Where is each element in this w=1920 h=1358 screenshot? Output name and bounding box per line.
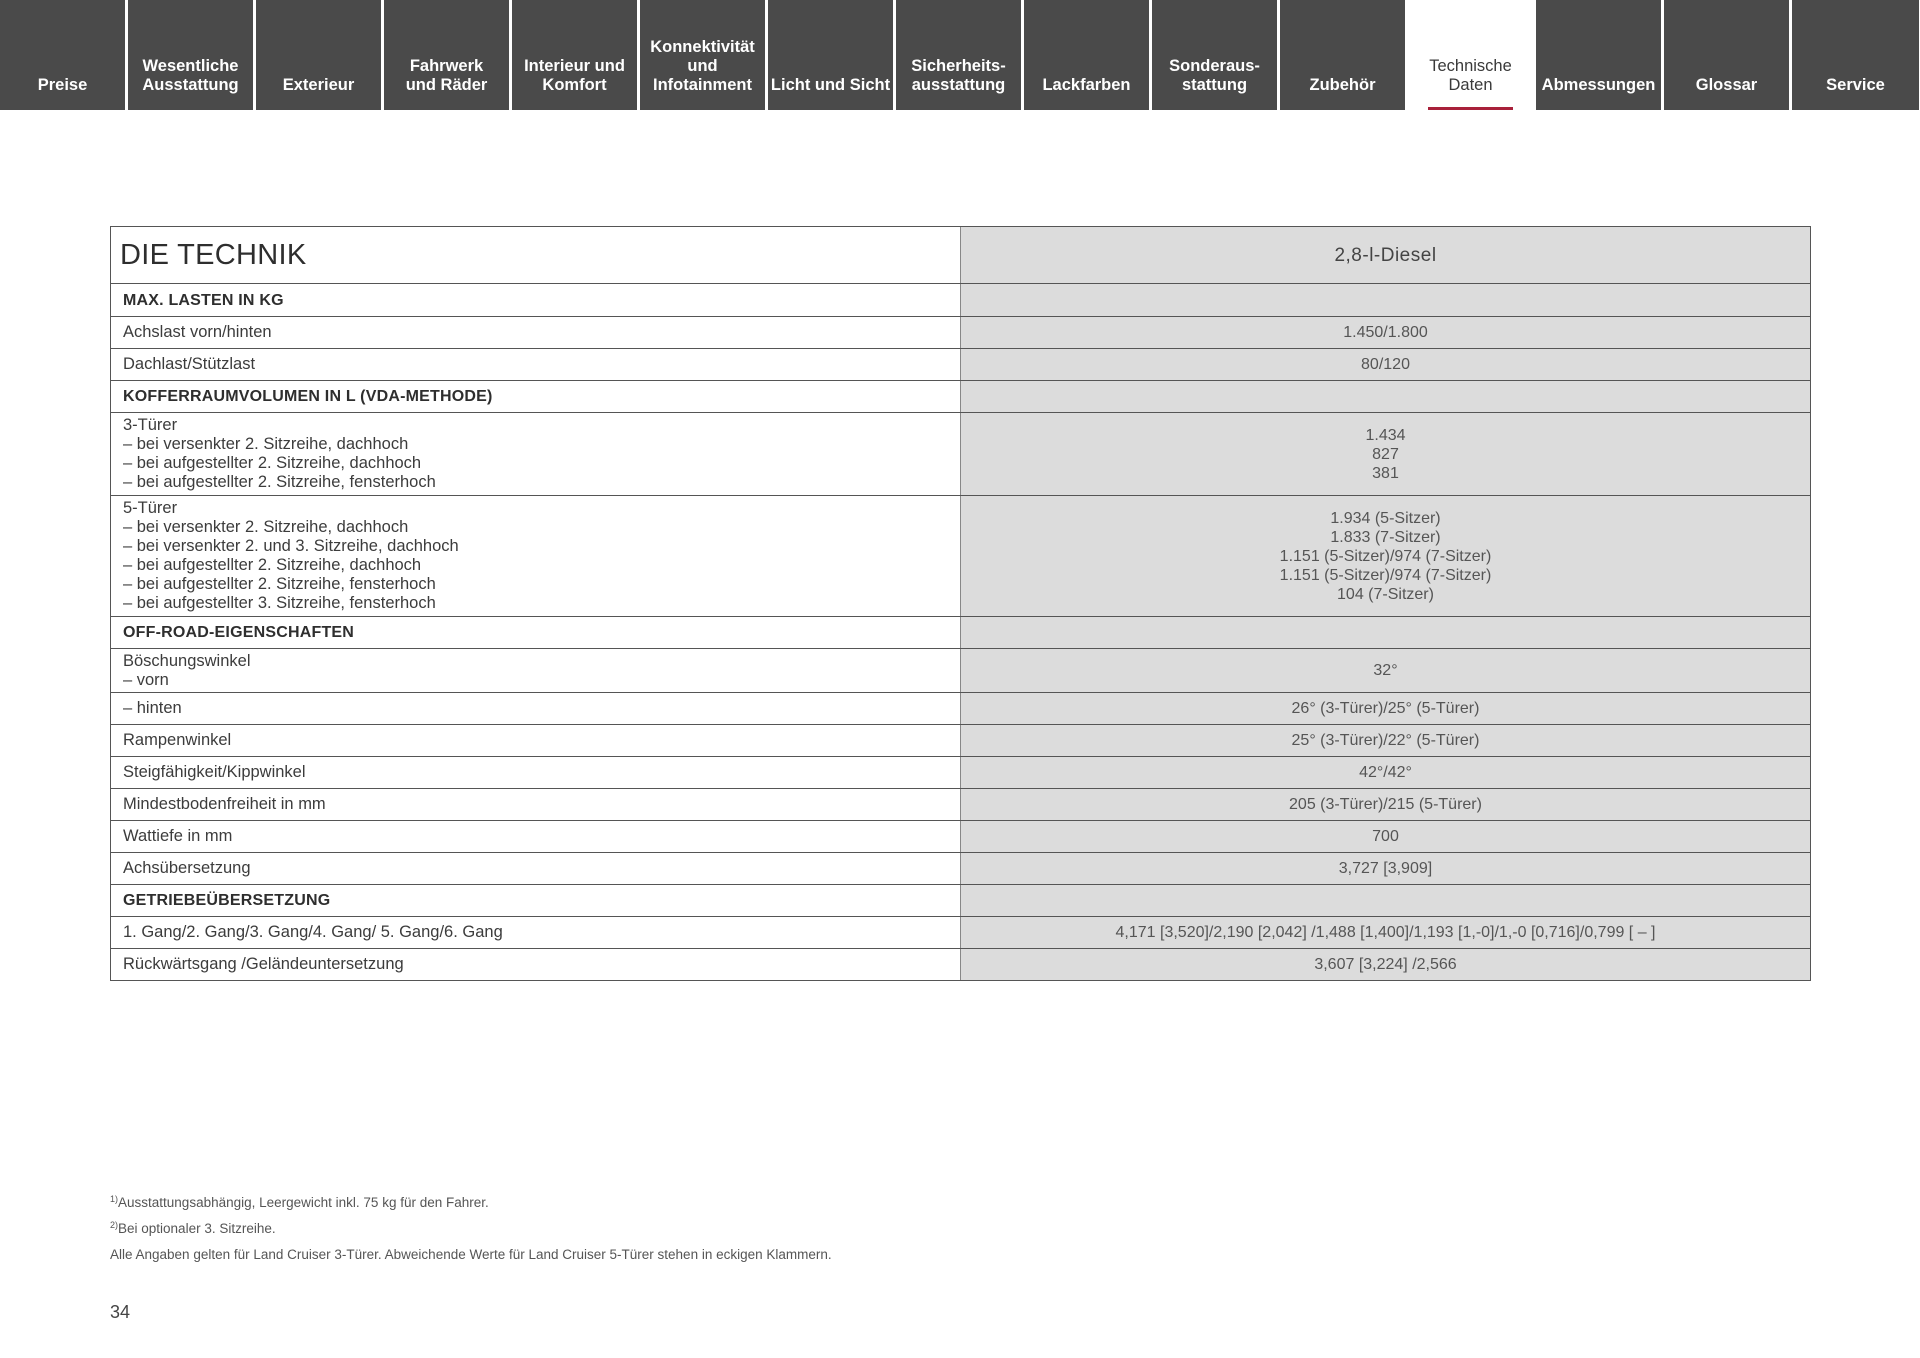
table-row (111, 316, 1810, 348)
footnote-text: Bei optionaler 3. Sitzreihe. (118, 1221, 276, 1236)
value-line: 80/120 (1361, 356, 1410, 373)
value-line: 381 (1372, 464, 1399, 482)
table-row (111, 820, 1810, 852)
value-line: 3,727 [3,909] (1338, 860, 1433, 877)
value-line: 827 (1372, 445, 1399, 463)
table-row (111, 916, 1810, 948)
label-line: Steigfähigkeit/Kippwinkel (123, 763, 306, 781)
nav-tab-14[interactable] (1792, 0, 1919, 110)
nav-tab-label: Glossar (1695, 76, 1758, 94)
table-row (111, 348, 1810, 380)
footnote-mark: 2) (110, 1220, 119, 1230)
section-heading (111, 284, 960, 316)
technical-data-table (110, 226, 1811, 981)
row-label (111, 789, 960, 820)
row-label (111, 317, 960, 348)
nav-tab-label: Service (1826, 76, 1885, 94)
footnote-mark: 1) (110, 1194, 119, 1204)
label-line: Achslast vorn/hinten (123, 323, 272, 341)
page-number: 34 (110, 1302, 131, 1322)
table-body (111, 284, 1810, 980)
value-line: 700 (1372, 828, 1399, 845)
label-line: MAX. LASTEN IN KG (123, 291, 284, 309)
table-row (111, 724, 1810, 756)
row-label (111, 757, 960, 788)
nav-tab-label: Sonderaus- stattung (1169, 57, 1260, 94)
label-line: – hinten (123, 699, 182, 717)
nav-tab-13[interactable] (1664, 0, 1789, 110)
value-line: 1.833 (7-Sitzer) (1330, 528, 1441, 546)
label-line: Dachlast/Stützlast (123, 355, 256, 373)
row-label (111, 693, 960, 724)
row-value (960, 284, 1810, 316)
label-line: Rückwärtsgang /Geländeuntersetzung (123, 955, 404, 973)
label-line: – bei aufgestellter 3. Sitzreihe, fensterhoch (123, 594, 436, 612)
engine-column-header: 2,8-l-Diesel (960, 227, 1810, 283)
row-label (111, 917, 960, 948)
label-line: – vorn (123, 670, 169, 689)
row-value (960, 821, 1810, 852)
table-row (111, 852, 1810, 884)
table-header-row (111, 227, 1810, 284)
table-row (111, 412, 1810, 495)
table-section-row (111, 380, 1810, 412)
row-value (960, 649, 1810, 692)
label-line: KOFFERRAUMVOLUMEN IN L (VDA-METHODE) (123, 388, 493, 405)
row-value (960, 757, 1810, 788)
label-line: – bei aufgestellter 2. Sitzreihe, dachhoch (123, 454, 422, 472)
nav-tab-5[interactable] (640, 0, 765, 110)
row-value (960, 413, 1810, 495)
nav-tab-10[interactable] (1280, 0, 1405, 110)
row-value (960, 317, 1810, 348)
label-line: Böschungswinkel (123, 651, 251, 670)
row-value (960, 496, 1810, 616)
nav-tab-2[interactable] (256, 0, 381, 110)
row-value (960, 853, 1810, 884)
nav-tab-label: Fahrwerk und Räder (405, 57, 488, 94)
label-line: – bei versenkter 2. Sitzreihe, dachhoch (123, 518, 409, 536)
footnote-text: Ausstattungsabhängig, Leergewicht inkl. 75 kg für den Fahrer. (118, 1195, 489, 1210)
row-label (111, 821, 960, 852)
nav-tab-8[interactable] (1024, 0, 1149, 110)
row-label (111, 349, 960, 380)
label-line: Rampenwinkel (123, 731, 232, 749)
footnote-text: Alle Angaben gelten für Land Cruiser 3-Türer. Abweichende Werte für Land Cruiser 5-Türer stehen in eckigen Klammern. (110, 1247, 832, 1262)
nav-tab-label: Konnektivität und Infotainment (650, 38, 755, 94)
section-navigation (0, 0, 1920, 110)
footnote (110, 1188, 832, 1214)
nav-tab-4[interactable] (512, 0, 637, 110)
nav-tab-12[interactable] (1536, 0, 1661, 110)
row-value (960, 949, 1810, 980)
row-label (111, 853, 960, 884)
value-line: 32° (1373, 662, 1398, 679)
value-line: 1.151 (5-Sitzer)/974 (7-Sitzer) (1279, 547, 1492, 565)
nav-tab-11[interactable] (1408, 0, 1533, 110)
nav-tab-label: Zubehör (1309, 76, 1376, 94)
label-line: – bei aufgestellter 2. Sitzreihe, fensterhoch (123, 575, 436, 593)
row-label (111, 496, 960, 616)
value-line: 1.151 (5-Sitzer)/974 (7-Sitzer) (1279, 566, 1492, 584)
table-row (111, 495, 1810, 616)
value-line: 205 (3-Türer)/215 (5-Türer) (1289, 796, 1482, 813)
nav-tab-label: Licht und Sicht (770, 76, 891, 94)
nav-tab-7[interactable] (896, 0, 1021, 110)
row-label (111, 413, 960, 495)
label-line: 3-Türer (123, 416, 178, 434)
nav-tab-3[interactable] (384, 0, 509, 110)
label-line: Achsübersetzung (123, 859, 251, 877)
row-value (960, 349, 1810, 380)
row-value (960, 693, 1810, 724)
table-section-row (111, 616, 1810, 648)
nav-tab-label: Wesentliche Ausstattung (142, 57, 239, 94)
value-line: 4,171 [3,520]/2,190 [2,042] /1,488 [1,400]/1,193 [1,-0]/1,-0 [0,716]/0,799 [ – ] (1115, 924, 1656, 941)
label-line: 1. Gang/2. Gang/3. Gang/4. Gang/ 5. Gang/6. Gang (123, 923, 503, 941)
nav-tab-label: Abmessungen (1541, 76, 1656, 94)
table-row (111, 788, 1810, 820)
row-label (111, 949, 960, 980)
row-value (960, 885, 1810, 916)
row-value (960, 617, 1810, 648)
nav-tab-1[interactable] (128, 0, 253, 110)
nav-tab-label: Interieur und Komfort (524, 57, 625, 94)
value-line: 1.934 (5-Sitzer) (1330, 509, 1441, 527)
table-section-row (111, 884, 1810, 916)
row-value (960, 789, 1810, 820)
label-line: Mindestbodenfreiheit in mm (123, 795, 326, 813)
row-value (960, 381, 1810, 412)
label-line: GETRIEBEÜBERSETZUNG (123, 892, 331, 909)
value-line: 25° (3-Türer)/22° (5-Türer) (1291, 732, 1480, 749)
table-row (111, 648, 1810, 692)
table-section-row (111, 284, 1810, 316)
row-value (960, 917, 1810, 948)
footnote (110, 1214, 832, 1240)
label-line: – bei aufgestellter 2. Sitzreihe, dachhoch (123, 556, 422, 574)
value-line: 1.450/1.800 (1343, 324, 1428, 341)
nav-tab-9[interactable] (1152, 0, 1277, 110)
row-label (111, 649, 960, 692)
nav-tab-label: Sicherheits- ausstattung (911, 57, 1006, 94)
footnotes (110, 1188, 832, 1266)
nav-tab-6[interactable] (768, 0, 893, 110)
nav-tab-label: Technische Daten (1429, 57, 1512, 94)
label-line: – bei aufgestellter 2. Sitzreihe, fensterhoch (123, 473, 436, 491)
nav-tab-0[interactable] (0, 0, 125, 110)
section-heading (111, 885, 960, 916)
table-title: DIE TECHNIK (120, 238, 307, 271)
footnote (110, 1240, 832, 1266)
label-line: – bei versenkter 2. Sitzreihe, dachhoch (123, 435, 409, 453)
section-heading (111, 381, 960, 412)
value-line: 3,607 [3,224] /2,566 (1314, 956, 1457, 973)
section-heading (111, 617, 960, 648)
nav-tab-label: Lackfarben (1042, 76, 1131, 94)
value-line: 26° (3-Türer)/25° (5-Türer) (1291, 700, 1480, 717)
value-line: 42°/42° (1359, 764, 1412, 781)
value-line: 1.434 (1365, 426, 1406, 444)
nav-tab-label: Preise (37, 76, 88, 94)
row-label (111, 725, 960, 756)
label-line: OFF-ROAD-EIGENSCHAFTEN (123, 624, 355, 641)
row-value (960, 725, 1810, 756)
table-row (111, 948, 1810, 980)
nav-tab-label: Exterieur (282, 76, 355, 94)
table-row (111, 692, 1810, 724)
label-line: Wattiefe in mm (123, 827, 233, 845)
label-line: 5-Türer (123, 499, 178, 517)
table-row (111, 756, 1810, 788)
value-line: 104 (7-Sitzer) (1337, 585, 1434, 603)
label-line: – bei versenkter 2. und 3. Sitzreihe, dachhoch (123, 537, 459, 555)
